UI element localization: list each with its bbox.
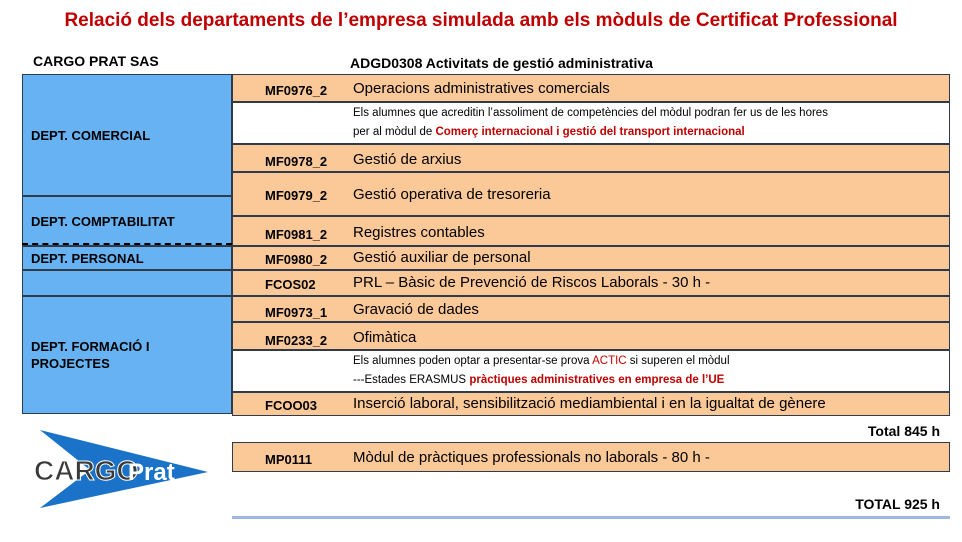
module-name: Gestió de arxius bbox=[353, 151, 462, 168]
logo-prat-text: Prat bbox=[128, 459, 175, 486]
dept-comptabilitat bbox=[22, 196, 232, 246]
note-row bbox=[232, 350, 950, 392]
grand-total-hours: TOTAL 925 h bbox=[855, 496, 940, 512]
bottom-rule bbox=[232, 516, 950, 519]
module-name: PRL – Bàsic de Prevenció de Riscos Laborals - 30 h - bbox=[353, 274, 711, 291]
note-highlight: Comerç internacional i gestió del transport internacional bbox=[435, 126, 745, 138]
dept-blank bbox=[22, 270, 232, 296]
module-row bbox=[232, 322, 950, 350]
module-row bbox=[232, 296, 950, 322]
module-name: Gravació de dades bbox=[353, 301, 479, 318]
module-name: Gestió auxiliar de personal bbox=[353, 249, 531, 266]
dept-formacio-label: DEPT. FORMACIÓ I PROJECTES bbox=[31, 339, 150, 371]
logo-cargo-text: CARGO bbox=[34, 455, 139, 486]
module-code: MF0980_2 bbox=[265, 252, 328, 267]
module-code: MF0979_2 bbox=[265, 188, 328, 203]
module-name: Registres contables bbox=[353, 224, 485, 241]
module-code: MP0111 bbox=[265, 452, 312, 467]
page-title: Relació dels departaments de l’empresa simulada amb els mòduls de Certificat Professional bbox=[64, 10, 898, 31]
module-name: Gestió operativa de tresoreria bbox=[353, 186, 551, 203]
module-name: Ofimàtica bbox=[353, 329, 417, 346]
module-row bbox=[232, 144, 950, 172]
module-row bbox=[232, 74, 950, 102]
module-code: FCOS02 bbox=[265, 277, 316, 292]
practice-row bbox=[232, 442, 950, 472]
module-code: MF0233_2 bbox=[265, 333, 328, 348]
note-row bbox=[232, 102, 950, 144]
dept-comptabilitat-label: DEPT. COMPTABILITAT bbox=[31, 213, 175, 229]
module-name: Operacions administratives comercials bbox=[353, 80, 610, 97]
dashed-divider bbox=[22, 243, 232, 245]
note-line: per al mòdul de Comerç internacional i gestió del transport internacional bbox=[353, 126, 745, 138]
module-row bbox=[232, 392, 950, 416]
module-row bbox=[232, 246, 950, 270]
dept-comercial-label: DEPT. COMERCIAL bbox=[31, 127, 151, 143]
module-code: MF0978_2 bbox=[265, 154, 328, 169]
note-line: Els alumnes poden optar a presentar-se prova ACTIC si superen el mòdul bbox=[353, 355, 730, 367]
dept-formacio bbox=[22, 296, 232, 414]
dept-personal-label: DEPT. PERSONAL bbox=[31, 250, 144, 266]
note-highlight: ACTIC bbox=[592, 355, 627, 367]
module-row bbox=[232, 216, 950, 246]
dept-comercial bbox=[22, 74, 232, 196]
module-row bbox=[232, 172, 950, 216]
certificate-title: ADGD0308 Activitats de gestió administrativa bbox=[350, 55, 653, 71]
module-code: MF0976_2 bbox=[265, 83, 328, 98]
note-highlight: pràctiques administratives en empresa de l’UE bbox=[469, 374, 725, 386]
module-code: MF0981_2 bbox=[265, 227, 328, 242]
module-code: MF0973_1 bbox=[265, 305, 328, 320]
module-row bbox=[232, 270, 950, 296]
module-code: FCOO03 bbox=[265, 398, 318, 413]
note-line: ---Estades ERASMUS pràctiques administratives en empresa de l’UE bbox=[353, 374, 725, 386]
module-name: Mòdul de pràctiques professionals no laborals - 80 h - bbox=[353, 449, 710, 466]
company-name: CARGO PRAT SAS bbox=[33, 53, 159, 69]
module-name: Inserció laboral, sensibilització mediambiental i en la igualtat de gènere bbox=[353, 395, 826, 412]
note-line: Els alumnes que acreditin l’assoliment de competències del mòdul podran fer us de les hores bbox=[353, 107, 828, 119]
dept-personal bbox=[22, 246, 232, 270]
cargo-prat-logo bbox=[30, 424, 220, 510]
total-hours: Total 845 h bbox=[867, 423, 940, 439]
